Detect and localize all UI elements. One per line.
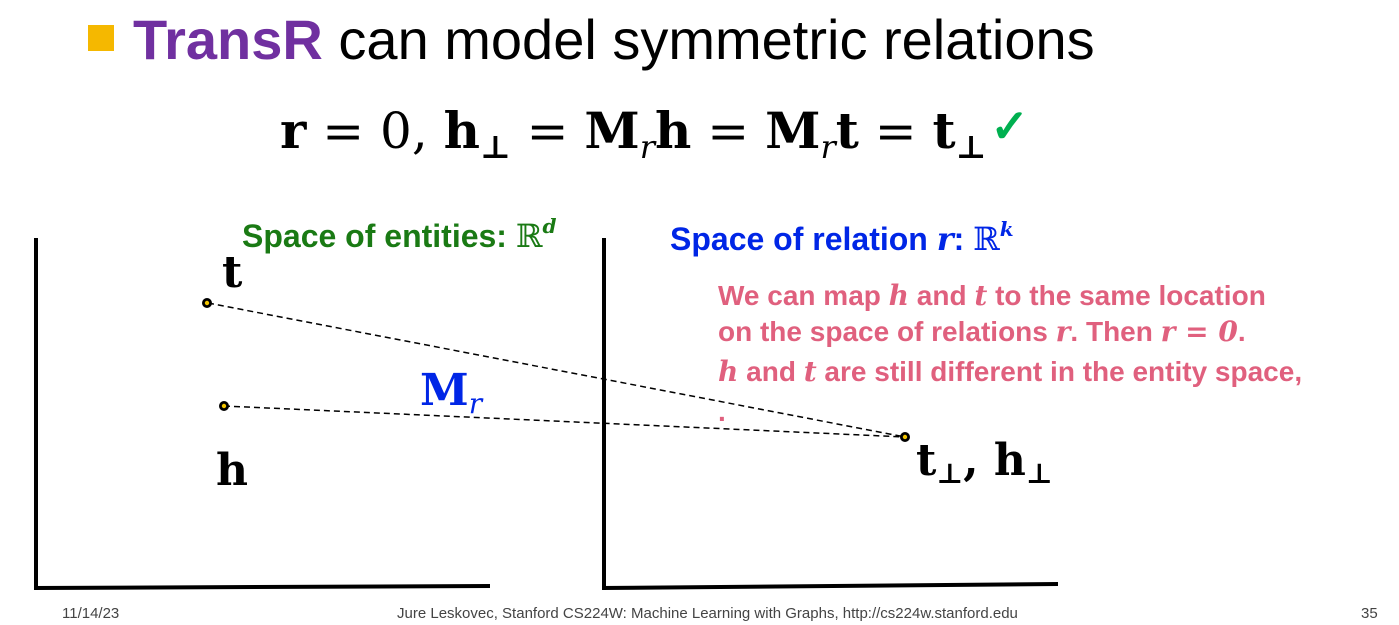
projected-perp2: ⊥ bbox=[1025, 457, 1053, 490]
note-var-h: h bbox=[888, 279, 910, 312]
projected-t: t bbox=[916, 435, 937, 486]
note-text: . bbox=[1237, 316, 1246, 347]
note-line-2 bbox=[718, 313, 1246, 351]
mapping-sub: r bbox=[468, 387, 483, 420]
point-h bbox=[219, 401, 229, 411]
h-label: h bbox=[216, 445, 248, 496]
page-number: 35 bbox=[1361, 605, 1378, 622]
entity-space-dim: d bbox=[542, 214, 557, 238]
note-text: are still different in the entity space, bbox=[816, 356, 1303, 387]
entity-space-R: ℝ bbox=[515, 217, 543, 255]
t-label: t bbox=[222, 247, 243, 298]
note-text: on the space of relations bbox=[718, 316, 1056, 347]
formula-eq-zero: = 0, bbox=[306, 102, 444, 160]
relation-space-dim: k bbox=[999, 217, 1014, 241]
note-line-1 bbox=[718, 277, 1266, 315]
entity-space-text: Space of entities: bbox=[242, 218, 516, 254]
point-t bbox=[202, 298, 212, 308]
relation-space-text: Space of relation bbox=[670, 221, 937, 257]
relation-x-axis bbox=[602, 584, 1058, 588]
projected-h: h bbox=[993, 435, 1026, 486]
note-var-t: t bbox=[974, 279, 988, 312]
note-line-4: . bbox=[718, 396, 726, 427]
title-rest: can model symmetric relations bbox=[322, 8, 1095, 71]
note-text: and bbox=[909, 280, 975, 311]
note-text: to the same location bbox=[987, 280, 1266, 311]
h-mapping-line bbox=[224, 406, 905, 437]
formula-h: h bbox=[443, 101, 480, 160]
relation-space-label bbox=[670, 209, 1014, 259]
note-var-r: r bbox=[1055, 315, 1071, 348]
relation-space-colon: : bbox=[953, 221, 974, 257]
formula-t2: t bbox=[932, 101, 956, 160]
formula-eq: = bbox=[510, 102, 585, 160]
point-projected bbox=[900, 432, 910, 442]
note-text: and bbox=[738, 356, 804, 387]
note-var-t: t bbox=[803, 355, 817, 388]
formula-perp2: ⊥ bbox=[955, 128, 987, 166]
note-text: . Then bbox=[1070, 316, 1161, 347]
note-line-3 bbox=[718, 353, 1302, 391]
entity-x-axis bbox=[34, 586, 490, 588]
formula-M: M bbox=[584, 101, 640, 160]
projected-sep: , bbox=[963, 435, 994, 486]
relation-space-R: ℝ bbox=[973, 220, 1000, 258]
formula-sub-r: r bbox=[639, 128, 656, 166]
projected-perp: ⊥ bbox=[936, 457, 964, 490]
mapping-label bbox=[420, 365, 483, 420]
entity-space-label bbox=[242, 206, 556, 256]
footer-credit: Jure Leskovec, Stanford CS224W: Machine Learning with Graphs, http://cs224w.stanford.edu bbox=[397, 605, 1018, 622]
note-var-h: h bbox=[718, 355, 739, 388]
title-highlight: TransR bbox=[133, 8, 323, 71]
formula-eq2: = bbox=[691, 102, 766, 160]
formula-sub-r2: r bbox=[820, 128, 836, 166]
check-icon: ✓ bbox=[990, 99, 1029, 153]
projected-label bbox=[916, 435, 1053, 490]
mapping-M: M bbox=[420, 365, 469, 416]
note-text: We can map bbox=[718, 280, 889, 311]
formula-r: r bbox=[280, 101, 307, 160]
formula-h2: h bbox=[655, 101, 692, 160]
formula-t: t bbox=[835, 101, 859, 160]
footer-date: 11/14/23 bbox=[62, 605, 120, 622]
formula-perp: ⊥ bbox=[479, 128, 511, 166]
note-eq: r = 0 bbox=[1160, 315, 1238, 348]
formula-eq3: = bbox=[858, 102, 933, 160]
relation-space-var: r bbox=[936, 220, 954, 258]
formula-M2: M bbox=[765, 101, 821, 160]
